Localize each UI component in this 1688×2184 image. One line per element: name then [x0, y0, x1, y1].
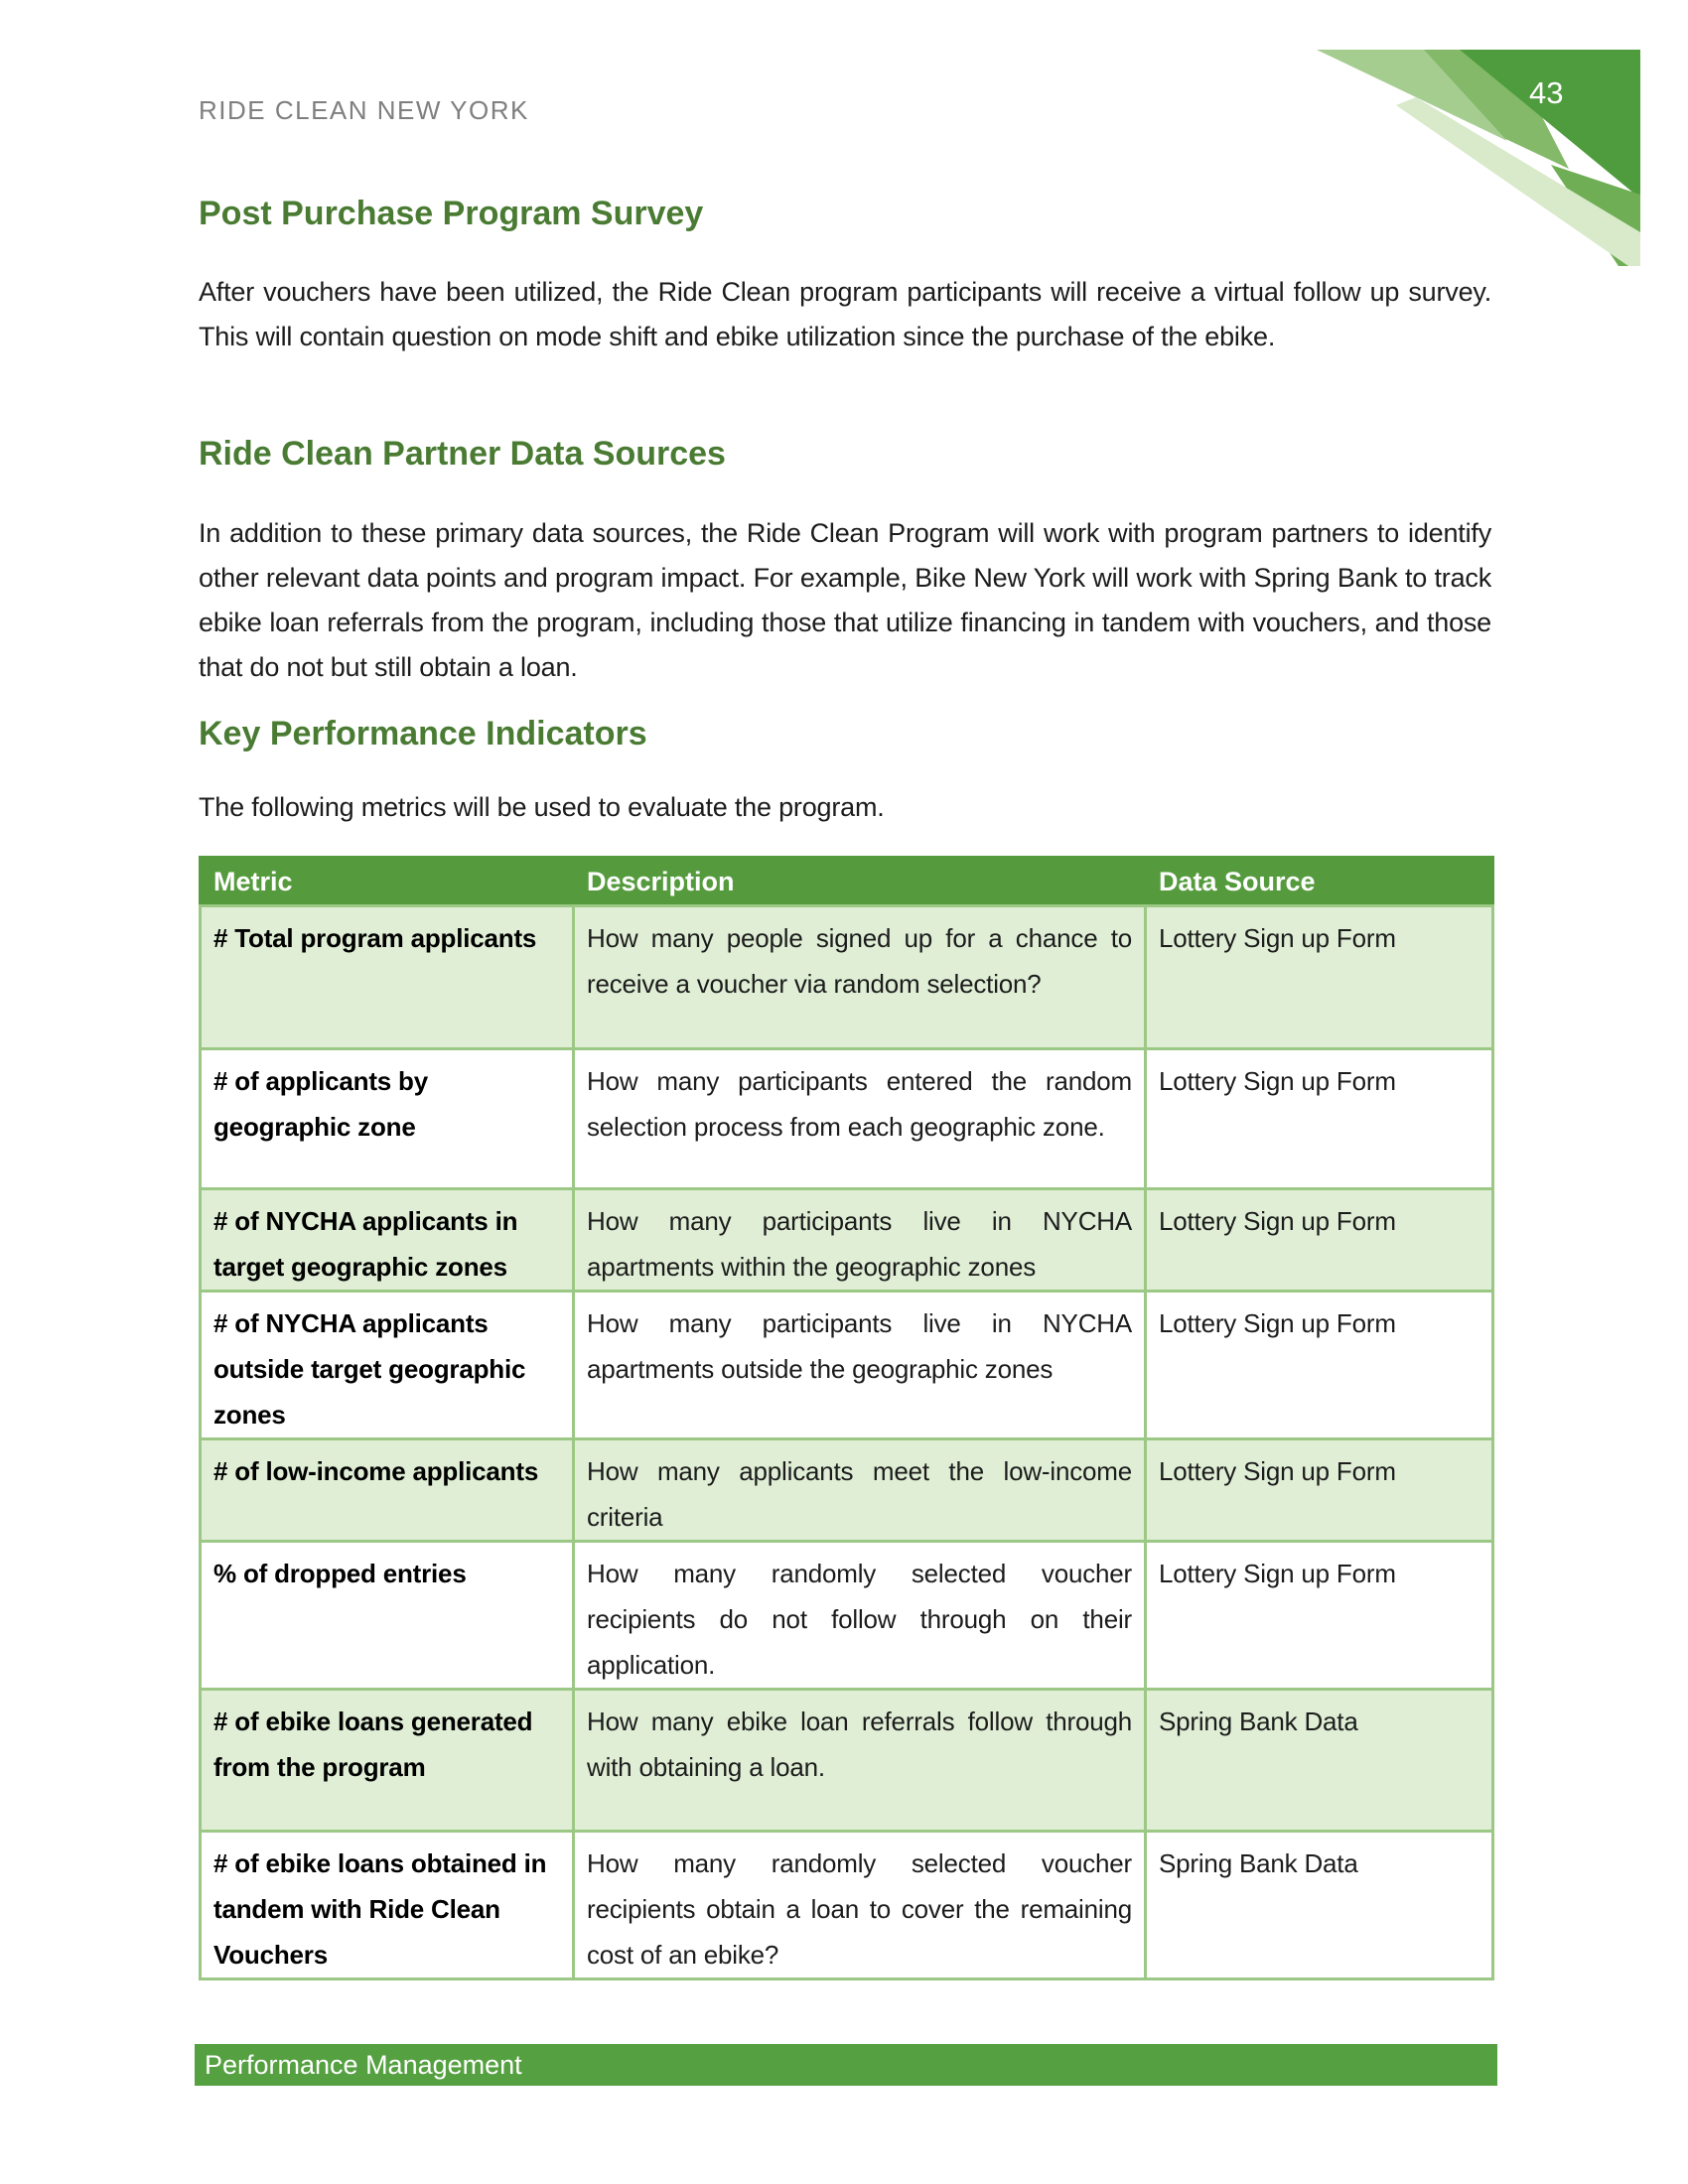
description-cell: How many participants live in NYCHA apartments within the geographic zones	[574, 1189, 1146, 1292]
column-header-description: Description	[574, 858, 1146, 906]
column-header-data-source: Data Source	[1146, 858, 1493, 906]
metric-cell: % of dropped entries	[201, 1542, 574, 1690]
description-cell: How many participants entered the random selection process from each geographic zone.	[574, 1049, 1146, 1189]
table-row	[201, 1439, 1493, 1542]
paragraph-partner-data-sources: In addition to these primary data sources, the Ride Clean Program will work with program partners to identify other relevant data points and program impact. For example, Bike New York will work with Spring Bank to track ebike loan referrals from the program, including those that utilize financing in tandem with vouchers, and those that do not but still obtain a loan.	[199, 518, 1491, 682]
data-source-cell: Lottery Sign up Form	[1146, 1292, 1493, 1439]
metric-cell: # of ebike loans generated from the program	[201, 1690, 574, 1832]
paragraph-kpi-intro: The following metrics will be used to evaluate the program.	[199, 792, 885, 822]
data-source-cell: Lottery Sign up Form	[1146, 1542, 1493, 1690]
table-row	[201, 906, 1493, 1049]
kpi-table	[199, 856, 1494, 1980]
metric-cell: # Total program applicants	[201, 906, 574, 1049]
section-heading-ride-clean-partner-data-sources: Ride Clean Partner Data Sources	[199, 435, 726, 473]
page-number: 43	[1529, 75, 1564, 110]
table-row	[201, 1832, 1493, 1979]
description-cell: How many participants live in NYCHA apartments outside the geographic zones	[574, 1292, 1146, 1439]
metric-cell: # of applicants by geographic zone	[201, 1049, 574, 1189]
table-row	[201, 1292, 1493, 1439]
metric-cell: # of low-income applicants	[201, 1439, 574, 1542]
running-header: RIDE CLEAN NEW YORK	[199, 95, 529, 125]
section-heading-post-purchase-program-survey: Post Purchase Program Survey	[199, 195, 704, 232]
table-row	[201, 1189, 1493, 1292]
data-source-cell: Lottery Sign up Form	[1146, 906, 1493, 1049]
metric-cell: # of NYCHA applicants in target geographic zones	[201, 1189, 574, 1292]
metric-cell: # of ebike loans obtained in tandem with Ride Clean Vouchers	[201, 1832, 574, 1979]
description-cell: How many people signed up for a chance to receive a voucher via random selection?	[574, 906, 1146, 1049]
description-cell: How many randomly selected voucher recipients obtain a loan to cover the remaining cost of an ebike?	[574, 1832, 1146, 1979]
kpi-table-header-row	[201, 858, 1493, 906]
data-source-cell: Lottery Sign up Form	[1146, 1439, 1493, 1542]
data-source-cell: Spring Bank Data	[1146, 1690, 1493, 1832]
column-header-metric: Metric	[201, 858, 574, 906]
table-row	[201, 1542, 1493, 1690]
table-row	[201, 1690, 1493, 1832]
data-source-cell: Spring Bank Data	[1146, 1832, 1493, 1979]
footer-section-label: Performance Management	[195, 2044, 1497, 2086]
data-source-cell: Lottery Sign up Form	[1146, 1049, 1493, 1189]
section-heading-key-performance-indicators: Key Performance Indicators	[199, 715, 647, 752]
table-row	[201, 1049, 1493, 1189]
description-cell: How many ebike loan referrals follow through with obtaining a loan.	[574, 1690, 1146, 1832]
description-cell: How many applicants meet the low-income criteria	[574, 1439, 1146, 1542]
paragraph-post-purchase-survey: After vouchers have been utilized, the Ride Clean program participants will receive a virtual follow up survey. This will contain question on mode shift and ebike utilization since the purchase of the ebike.	[199, 277, 1491, 351]
metric-cell: # of NYCHA applicants outside target geographic zones	[201, 1292, 574, 1439]
data-source-cell: Lottery Sign up Form	[1146, 1189, 1493, 1292]
description-cell: How many randomly selected voucher recipients do not follow through on their application.	[574, 1542, 1146, 1690]
